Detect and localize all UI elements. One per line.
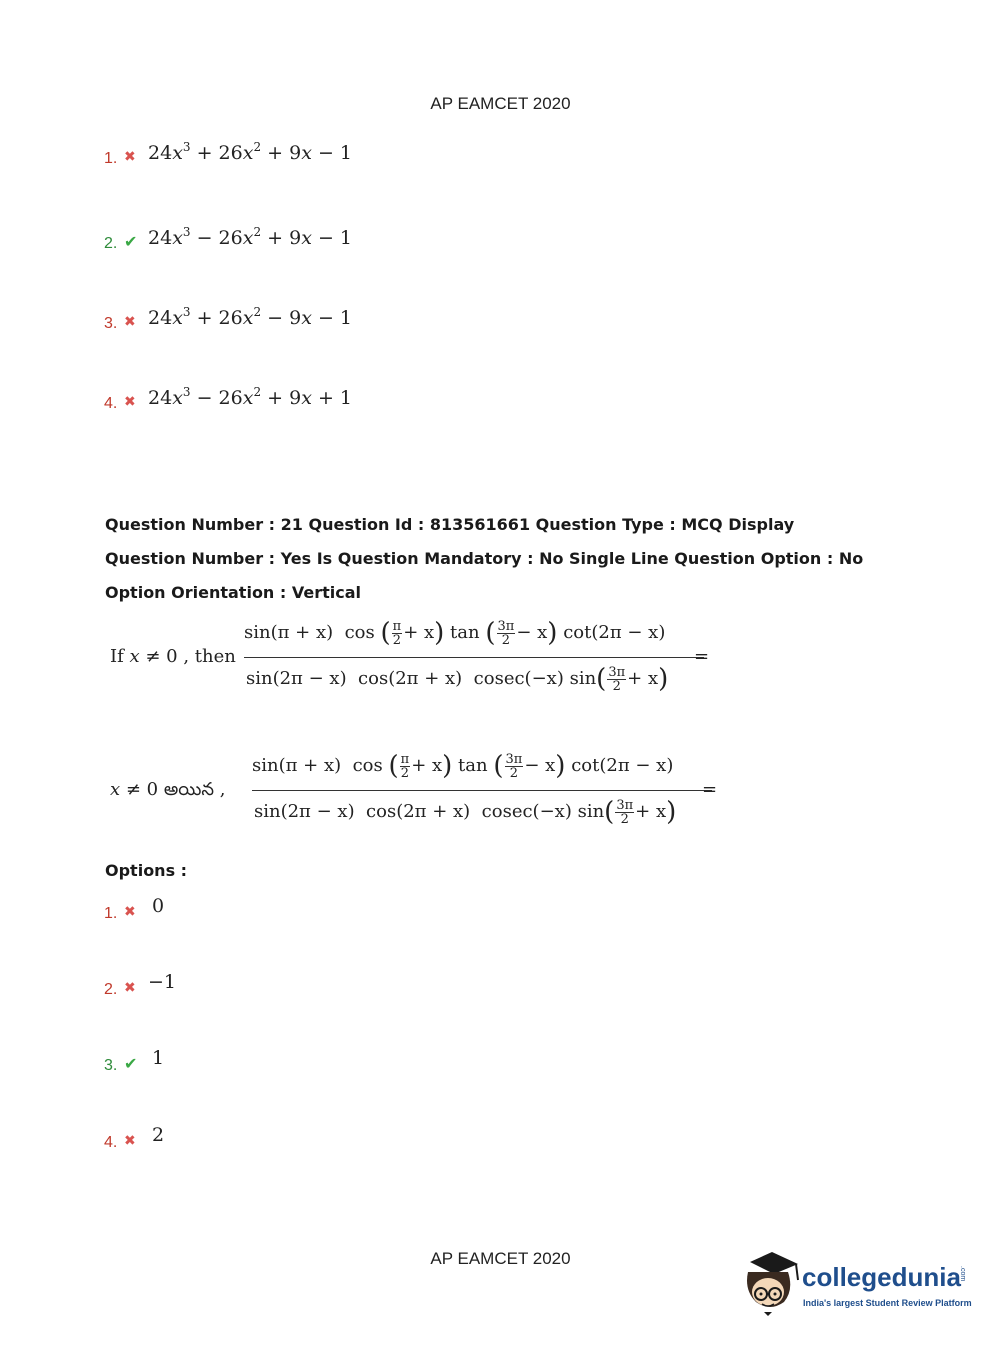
- option-number: 2.: [104, 235, 118, 252]
- mascot-icon: [742, 1250, 802, 1320]
- wrong-mark-icon: ✖: [124, 1133, 136, 1149]
- options-label: Options :: [105, 861, 188, 880]
- option-number: 1.: [104, 905, 118, 922]
- wrong-mark-icon: ✖: [124, 149, 136, 165]
- fraction-denominator: sin(2π − x) cos(2π + x) cosec(−x) sin( $\frac{3\pi}{2}$ + x): [246, 664, 669, 694]
- page-header: AP EAMCET 2020: [430, 94, 571, 113]
- page-footer: AP EAMCET 2020: [430, 1249, 571, 1268]
- equals-sign: =: [694, 646, 710, 667]
- question-lead: x ≠ 0 అయిన ,: [110, 779, 226, 800]
- option-expression: $24x^3 + 26x^2 + 9x - 1$: [148, 140, 352, 164]
- option-number: 4.: [104, 1134, 118, 1151]
- logo-brand: collegedunia: [802, 1262, 961, 1292]
- wrong-mark-icon: ✖: [124, 980, 136, 996]
- option-number: 3.: [104, 315, 118, 332]
- fraction-numerator: sin(π + x) cos ( $\frac{\pi}{2}$ + x) tan ( $\frac{3\pi}{2}$ − x) cot(2π − x): [252, 751, 674, 781]
- option-value: 2: [152, 1124, 165, 1146]
- wrong-mark-icon: ✖: [124, 904, 136, 920]
- option-expression: $24x^3 + 26x^2 - 9x - 1$: [148, 305, 352, 329]
- logo-dotcom: .com: [959, 1266, 966, 1282]
- option-number: 4.: [104, 395, 118, 412]
- wrong-mark-icon: ✖: [124, 394, 136, 410]
- logo-tagline: India's largest Student Review Platform: [803, 1298, 972, 1308]
- option-expression: $24x^3 - 26x^2 + 9x - 1$: [148, 225, 352, 249]
- question-lead: If x ≠ 0 , then: [110, 646, 236, 667]
- option-number: 2.: [104, 981, 118, 998]
- check-mark-icon: ✔: [124, 1054, 138, 1073]
- equals-sign: =: [702, 779, 718, 800]
- question-meta: Question Number : 21 Question Id : 813561661 Question Type : MCQ Display Question Number : Yes Is Question Mandatory : No Single Line Question Option : No Option Orientation : Vertical: [105, 515, 864, 602]
- fraction-numerator: sin(π + x) cos ( $\frac{\pi}{2}$ + x) tan ( $\frac{3\pi}{2}$ − x) cot(2π − x): [244, 618, 666, 648]
- fraction-denominator: sin(2π − x) cos(2π + x) cosec(−x) sin( $\frac{3\pi}{2}$ + x): [254, 797, 677, 827]
- fraction-bar: [252, 790, 712, 791]
- collegedunia-logo[interactable]: [742, 1250, 972, 1320]
- check-mark-icon: ✔: [124, 232, 138, 251]
- option-value: 1: [152, 1047, 165, 1069]
- option-number: 1.: [104, 150, 118, 167]
- fraction-bar: [244, 657, 704, 658]
- wrong-mark-icon: ✖: [124, 314, 136, 330]
- option-value: 0: [152, 895, 165, 917]
- option-value: −1: [148, 971, 177, 993]
- option-expression: $24x^3 - 26x^2 + 9x + 1$: [148, 385, 352, 409]
- option-number: 3.: [104, 1057, 118, 1074]
